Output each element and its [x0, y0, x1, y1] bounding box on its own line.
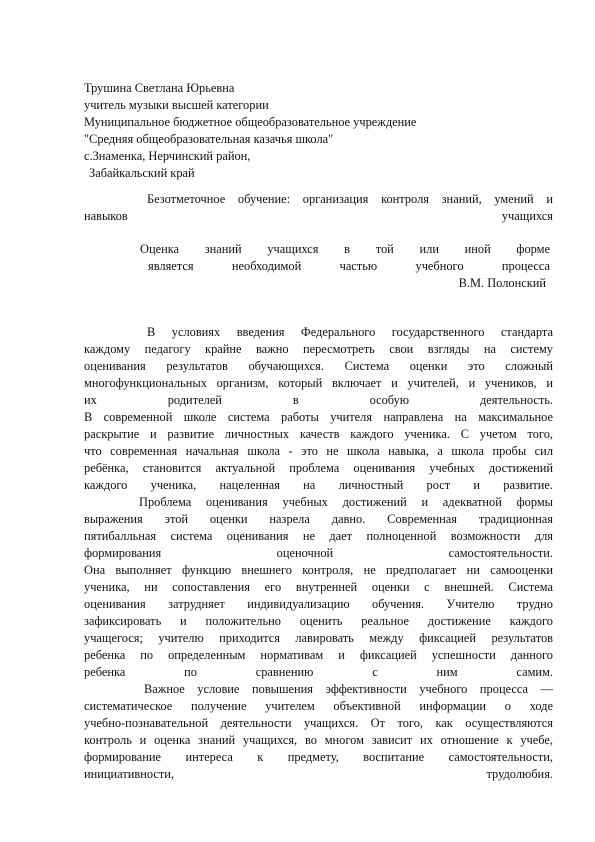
author-block: [84, 80, 504, 182]
body-line: Важное условие повышения эффективности учебного процесса —: [144, 682, 553, 696]
body-line: инициативности, трудолюбия.: [84, 767, 553, 781]
school-name: "Средняя общеобразовательная казачья школа": [84, 132, 334, 146]
body-line: систематическое получение учителем объективной информации о ходе: [84, 699, 553, 713]
epigraph: [140, 241, 550, 292]
body-line: ученика, ни сопоставления его внутренней оценки с внешней. Система: [84, 580, 553, 594]
body-line: учебно-познавательной деятельности учащихся. От того, как осуществляются: [84, 716, 553, 730]
school-type: Муниципальное бюджетное общеобразовательное учреждение: [84, 115, 417, 129]
body-line: что современная начальная школа - это не школа навыка, а школа пробы сил: [84, 444, 553, 458]
body-line: учащегося; учителю приходится лавировать между фиксацией результатов: [84, 631, 553, 645]
region: Забайкальский край: [89, 166, 195, 180]
author-name: Трушина Светлана Юрьевна: [84, 81, 235, 95]
body-line: выражения этой оценки назрела давно. Современная традиционная: [84, 512, 553, 526]
body-line: оценивания результатов обучающихся. Система оценки это сложный: [84, 359, 553, 373]
body-line: Она выполняет функцию внешнего контроля, не предполагает ни самооценки: [84, 563, 553, 577]
body-line: В современной школе система работы учителя направлена на максимальное: [84, 410, 553, 424]
body-line: зафиксировать и положительно оценить реальное достижение каждого: [84, 614, 553, 628]
body-line: формирования оценочной самостоятельности.: [84, 546, 553, 560]
body-line: раскрытие и развитие личностных качеств каждого ученика. С учетом того,: [84, 427, 553, 441]
epigraph-line: является необходимой частью учебного процесса: [148, 259, 550, 273]
author-position: учитель музыки высшей категории: [84, 98, 269, 112]
title-line: Безотметочное обучение: организация контроля знаний, умений и: [147, 192, 553, 206]
title-word: навыков: [84, 209, 128, 223]
body-line: ребенка по сравнению с ним самим.: [84, 665, 553, 679]
article-body: [84, 324, 553, 783]
epigraph-author: В.М. Полонский: [458, 276, 546, 290]
epigraph-line: Оценка знаний учащихся в той или иной форме: [140, 242, 550, 256]
article-title: [84, 191, 553, 225]
body-line: каждого ученика, нацеленная на личностный рост и развитие.: [84, 478, 553, 492]
body-line: ребенка по определенным нормативам и фиксацией успешности данного: [84, 648, 553, 662]
body-line: формирование интереса к предмету, воспитание самостоятельности,: [84, 750, 553, 764]
location: с.Знаменка, Нерчинский район,: [84, 149, 251, 163]
body-line: оценивания затрудняет индивидуализацию обучения. Учителю трудно: [84, 597, 553, 611]
body-line: каждому педагогу крайне важно пересмотреть свои взгляды на систему: [84, 342, 553, 356]
body-line: многофункциональных организм, который включает и учителей, и учеников, и: [84, 376, 553, 390]
body-line: контроль и оценка знаний учащихся, во многом зависит их отношение к учебе,: [84, 733, 553, 747]
body-line: В условиях введения Федерального государственного стандарта: [147, 325, 553, 339]
title-line: [84, 208, 553, 225]
body-line: их родителей в особую деятельность.: [84, 393, 553, 407]
body-line: пятибалльная система оценивания не дает полноценной возможности для: [84, 529, 553, 543]
body-line: Проблема оценивания учебных достижений и адекватной формы: [139, 495, 553, 509]
title-word: учащихся: [501, 209, 553, 223]
body-line: ребёнка, становится актуальной проблема оценивания учебных достижений: [84, 461, 553, 475]
